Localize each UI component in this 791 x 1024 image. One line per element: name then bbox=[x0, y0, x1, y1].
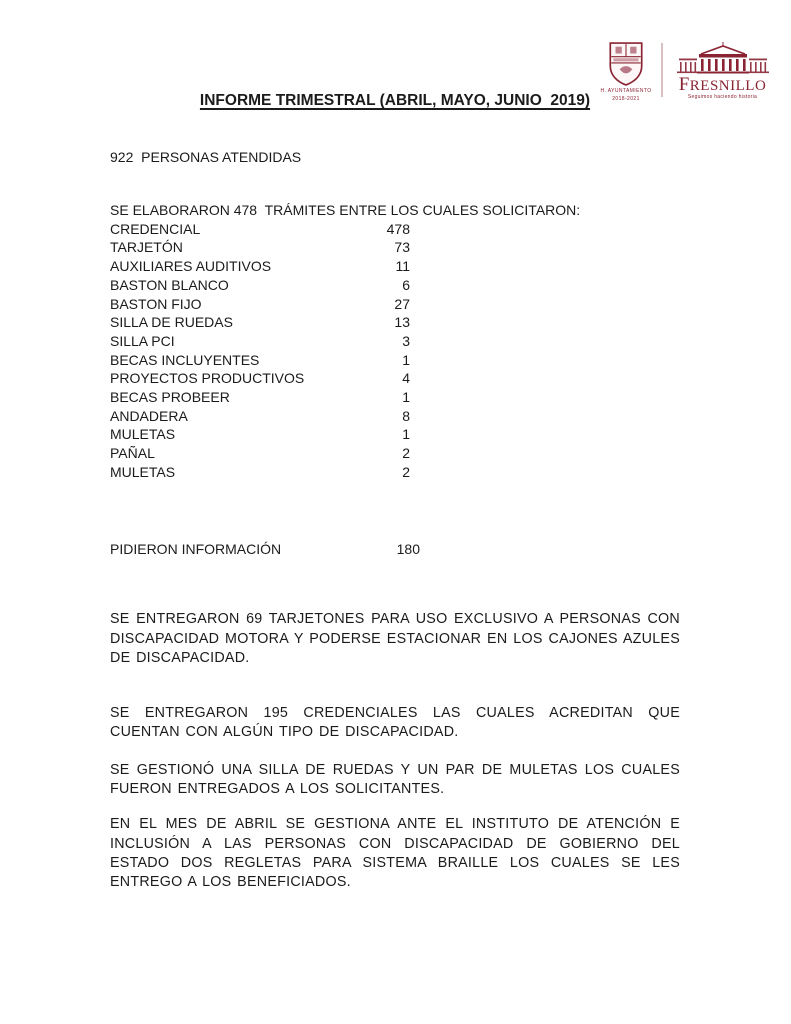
procedure-value: 1 bbox=[402, 426, 410, 443]
procedure-value: 11 bbox=[395, 258, 410, 275]
information-requests-row bbox=[110, 540, 680, 559]
procedure-label: BECAS PROBEER bbox=[110, 389, 230, 406]
procedures-section bbox=[110, 201, 680, 482]
procedure-value: 2 bbox=[402, 463, 410, 480]
procedure-value: 4 bbox=[402, 370, 410, 387]
crest-shield-icon bbox=[608, 42, 644, 86]
information-value: 180 bbox=[396, 540, 420, 557]
procedure-value: 8 bbox=[402, 407, 410, 424]
procedure-label: SILLA DE RUEDAS bbox=[110, 314, 233, 331]
table-row bbox=[110, 444, 680, 463]
table-row bbox=[110, 425, 680, 444]
information-label: PIDIERON INFORMACIÓN bbox=[110, 540, 282, 557]
paragraph-credenciales: SE ENTREGARON 195 CREDENCIALES LAS CUALES ACREDITAN QUE CUENTAN CON ALGÚN TIPO DE DISCAPACIDAD. bbox=[110, 705, 680, 741]
page-title bbox=[110, 92, 680, 110]
table-row bbox=[110, 463, 680, 482]
table-row bbox=[110, 220, 680, 239]
persons-attended-line: 922 PERSONAS ATENDIDAS bbox=[110, 149, 302, 165]
procedure-value: 1 bbox=[402, 389, 410, 406]
procedure-value: 478 bbox=[386, 220, 410, 237]
fresnillo-logo bbox=[672, 42, 774, 100]
procedure-label: BECAS INCLUYENTES bbox=[110, 351, 260, 368]
fresnillo-building-icon bbox=[677, 42, 769, 76]
procedure-value: 73 bbox=[394, 239, 410, 256]
procedure-label: PROYECTOS PRODUCTIVOS bbox=[110, 370, 305, 387]
procedure-value: 1 bbox=[402, 351, 410, 368]
brand-divider bbox=[661, 43, 663, 97]
procedure-label: PAÑAL bbox=[110, 445, 155, 462]
procedure-label: AUXILIARES AUDITIVOS bbox=[110, 258, 272, 275]
crest-caption-line1: H. AYUNTAMIENTO bbox=[600, 88, 652, 94]
procedure-label: ANDADERA bbox=[110, 407, 188, 424]
paragraph-regletas-braille: EN EL MES DE ABRIL SE GESTIONA ANTE EL INSTITUTO DE ATENCIÓN E INCLUSIÓN A LAS PERSONAS CON DISCAPACIDAD DE GOBIERNO DEL ESTADO DOS REGLETAS PARA SISTEMA BRAILLE LOS CUALES SE LES ENTREGO A LOS BENEFICIADOS. bbox=[110, 816, 680, 891]
procedure-value: 13 bbox=[394, 314, 410, 331]
procedure-label: TARJETÓN bbox=[110, 239, 183, 256]
procedure-value: 3 bbox=[402, 332, 410, 349]
table-row bbox=[110, 313, 680, 332]
table-row bbox=[110, 238, 680, 257]
table-row bbox=[110, 257, 680, 276]
table-row bbox=[110, 407, 680, 426]
procedure-value: 2 bbox=[402, 445, 410, 462]
page-title-text: INFORME TRIMESTRAL (ABRIL, MAYO, JUNIO 2019) bbox=[199, 92, 591, 109]
procedure-label: MULETAS bbox=[110, 426, 176, 443]
table-row bbox=[110, 351, 680, 370]
procedure-value: 6 bbox=[402, 276, 410, 293]
procedure-value: 27 bbox=[394, 295, 410, 312]
procedure-label: MULETAS bbox=[110, 463, 176, 480]
procedure-label: SILLA PCI bbox=[110, 332, 175, 349]
table-row bbox=[110, 369, 680, 388]
procedure-label: BASTON BLANCO bbox=[110, 276, 229, 293]
table-row bbox=[110, 295, 680, 314]
fresnillo-wordmark: FRESNILLO bbox=[678, 74, 767, 95]
table-row bbox=[110, 276, 680, 295]
procedure-label: BASTON FIJO bbox=[110, 295, 202, 312]
table-row bbox=[110, 332, 680, 351]
paragraph-tarjetones: SE ENTREGARON 69 TARJETONES PARA USO EXCLUSIVO A PERSONAS CON DISCAPACIDAD MOTORA Y PODERSE ESTACIONAR EN LOS CAJONES AZULES DE DISCAPACIDAD. bbox=[110, 611, 680, 666]
fresnillo-tagline: Seguimos haciendo historia bbox=[687, 94, 758, 100]
paragraph-silla-muletas: SE GESTIONÓ UNA SILLA DE RUEDAS Y UN PAR DE MULETAS LOS CUALES FUERON ENTREGADOS A LOS SOLICITANTES. bbox=[110, 761, 680, 798]
ayuntamiento-crest bbox=[598, 42, 654, 102]
crest-caption-line2: 2018-2021 bbox=[612, 96, 640, 102]
header-brand bbox=[598, 42, 774, 102]
table-row bbox=[110, 388, 680, 407]
procedure-label: CREDENCIAL bbox=[110, 220, 201, 237]
procedures-heading: SE ELABORARON 478 TRÁMITES ENTRE LOS CUALES SOLICITARON: bbox=[110, 202, 581, 218]
